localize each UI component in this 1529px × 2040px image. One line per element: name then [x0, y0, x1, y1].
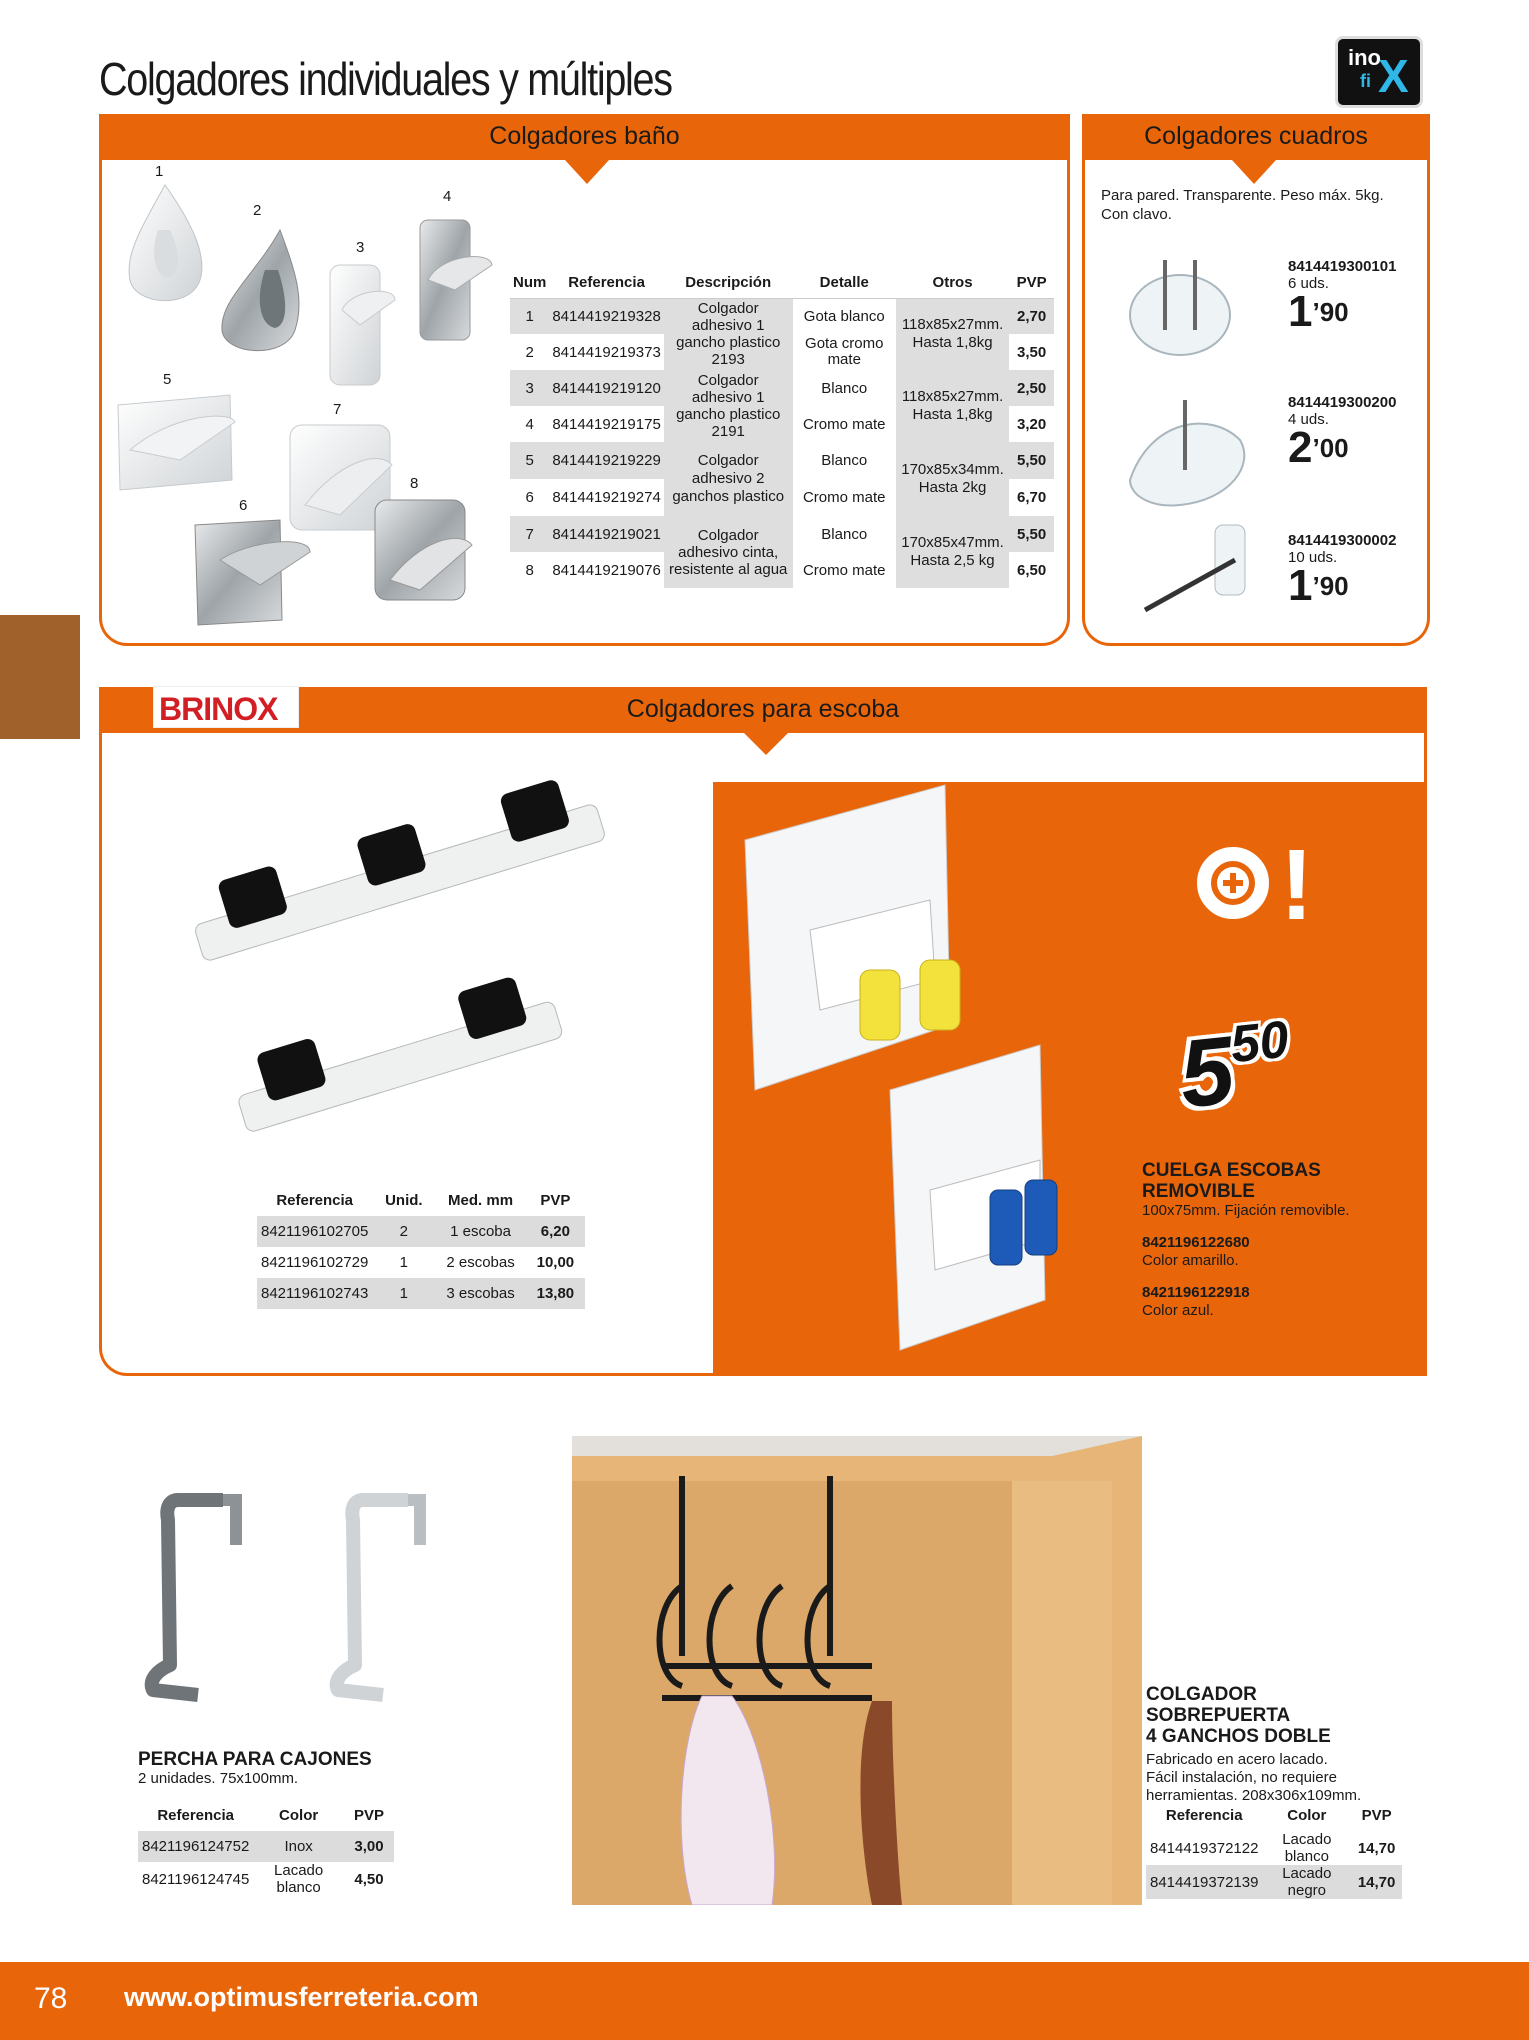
bath-image-number: 5 — [163, 371, 172, 388]
cell-description: Colgador adhesivo cinta, resistente al agua — [664, 516, 793, 588]
col-otros: Otros — [932, 274, 973, 292]
col-pvp: PVP — [1361, 1807, 1392, 1824]
table-row — [1146, 1865, 1402, 1899]
cell-color: Inox — [253, 1831, 344, 1862]
table-row — [257, 1216, 585, 1247]
col-detalle: Detalle — [819, 274, 869, 292]
bath-image-number: 2 — [253, 202, 262, 219]
col-color: Color — [1287, 1807, 1327, 1824]
table-row — [1146, 1831, 1402, 1865]
cell-pvp: 10,00 — [536, 1254, 575, 1271]
price-dec: ’90 — [1312, 297, 1349, 327]
cell-num: 5 — [510, 442, 549, 479]
cell-med: 1 escoba — [435, 1216, 525, 1247]
cell-pvp: 5,50 — [1009, 442, 1054, 479]
bath-product-table — [510, 268, 1054, 588]
col-pvp: PVP — [353, 1807, 384, 1824]
price-dec: ’00 — [1312, 433, 1349, 463]
cell-ref: 8421196124745 — [142, 1870, 250, 1888]
frames-header-title: Colgadores cuadros — [1144, 122, 1368, 150]
promo-price-dec: 50 — [1227, 1010, 1292, 1075]
door-product-table — [1146, 1800, 1402, 1899]
logo-text-ino: ino — [1348, 45, 1381, 70]
table-row — [510, 298, 1054, 334]
hook-3-white — [330, 265, 380, 385]
optimus-o-mark-icon — [1197, 847, 1269, 919]
cell-color: Lacado negro — [1262, 1865, 1351, 1899]
frame-item-price — [1288, 287, 1396, 342]
cell-pvp: 2,50 — [1009, 370, 1054, 406]
cell-description: Colgador adhesivo 1 gancho plastico 2191 — [664, 370, 793, 442]
cell-pvp: 5,50 — [1009, 516, 1054, 552]
frame-item-ref: 8414419300101 — [1288, 258, 1397, 275]
table-row — [257, 1247, 585, 1278]
cell-otros: 118x85x27mm. Hasta 1,8kg — [896, 370, 1009, 442]
cell-num: 2 — [525, 343, 534, 361]
cell-pvp: 6,20 — [526, 1216, 585, 1247]
drawer-product-table — [138, 1800, 394, 1896]
inofix-logo — [1335, 36, 1423, 108]
cell-pvp: 4,50 — [354, 1870, 384, 1888]
brinox-logo-text: BRINOX — [159, 691, 278, 727]
promo-price-int: 5 — [1174, 1016, 1239, 1129]
cell-detalle: Blanco — [821, 452, 868, 469]
promo-price — [1175, 1009, 1297, 1130]
table-row — [138, 1862, 394, 1896]
cell-unid: 1 — [399, 1254, 408, 1271]
cell-ref: 8414419372122 — [1150, 1839, 1259, 1857]
cell-ref: 8414419219120 — [549, 370, 663, 406]
cell-otros: 170x85x47mm. Hasta 2,5 kg — [896, 516, 1009, 588]
col-referencia: Referencia — [1165, 1807, 1243, 1824]
cell-num: 4 — [525, 415, 534, 433]
page-footer — [0, 1962, 1529, 2040]
col-unid: Unid. — [385, 1192, 423, 1209]
table-row — [138, 1831, 394, 1862]
door-title-line2: 4 GANCHOS DOBLE — [1146, 1726, 1331, 1747]
cell-pvp: 6,50 — [1017, 561, 1047, 579]
promo-color1: Color amarillo. — [1142, 1252, 1239, 1269]
frame-item-3 — [1288, 532, 1396, 616]
door-details — [1146, 1684, 1406, 1805]
promo-details — [1142, 1160, 1412, 1320]
cell-detalle: Gota cromo mate — [805, 335, 884, 368]
cell-pvp: 3,50 — [1017, 343, 1047, 361]
col-referencia: Referencia — [568, 274, 645, 292]
cell-pvp: 6,70 — [1017, 489, 1047, 506]
col-descripcion: Descripción — [685, 274, 772, 292]
col-referencia: Referencia — [276, 1192, 354, 1209]
cell-num: 8 — [525, 561, 534, 579]
cell-detalle: Blanco — [821, 525, 868, 543]
col-color: Color — [279, 1807, 319, 1824]
promo-desc: 100x75mm. Fijación removible. — [1142, 1202, 1350, 1219]
cell-pvp: 14,70 — [1357, 1839, 1396, 1857]
bath-image-number: 6 — [239, 497, 248, 514]
bath-image-number: 7 — [333, 401, 342, 418]
page-number: 78 — [34, 1982, 68, 2015]
cell-ref: 8421196102705 — [257, 1216, 372, 1247]
brinox-logo — [153, 686, 299, 728]
promo-title-line1: CUELGA ESCOBAS — [1142, 1160, 1321, 1181]
side-tab — [0, 615, 80, 739]
cell-unid: 2 — [372, 1216, 435, 1247]
door-desc-line2: Fácil instalación, no requiere — [1146, 1769, 1337, 1786]
cell-description: Colgador adhesivo 1 gancho plastico 2193 — [664, 298, 793, 370]
drawer-details — [138, 1749, 372, 1788]
bath-hooks-illustration — [110, 160, 510, 640]
broom-product-table — [257, 1185, 585, 1309]
door-desc-line3: herramientas. 208x306x109mm. — [1146, 1787, 1362, 1804]
cell-pvp: 13,80 — [526, 1278, 585, 1309]
drawer-hanger-illustration — [128, 1485, 428, 1715]
holder-yellow-image — [745, 785, 960, 1090]
promo-ref2: 8421196122918 — [1142, 1284, 1250, 1301]
cell-ref: 8414419219373 — [552, 343, 661, 361]
frame-item-units: 4 uds. — [1288, 411, 1329, 428]
footer-website-link[interactable]: www.optimusferreteria.com — [124, 1982, 479, 2012]
optimus-exclamation-icon: ! — [1280, 829, 1314, 941]
frame-item-units: 10 uds. — [1288, 549, 1338, 566]
frame-item-units: 6 uds. — [1288, 275, 1329, 292]
col-pvp: PVP — [540, 1192, 571, 1209]
price-int: 1 — [1288, 287, 1313, 336]
cell-ref: 8414419372139 — [1146, 1865, 1262, 1899]
cell-pvp: 2,70 — [1009, 298, 1054, 334]
cell-detalle: Cromo mate — [802, 561, 886, 579]
col-pvp: PVP — [1016, 274, 1047, 292]
cell-pvp: 14,70 — [1351, 1865, 1402, 1899]
cell-color: Lacado blanco — [274, 1862, 324, 1896]
price-dec: ’90 — [1312, 571, 1349, 601]
cell-med: 3 escobas — [435, 1278, 525, 1309]
bath-image-number: 8 — [410, 475, 419, 492]
cell-pvp: 3,00 — [344, 1831, 394, 1862]
frame-hook-1-image — [1130, 260, 1230, 355]
drawer-title: PERCHA PARA CAJONES — [138, 1749, 372, 1770]
promo-ref1: 8421196122680 — [1142, 1234, 1250, 1251]
broom-rail-2 — [227, 967, 564, 1133]
cell-description: Colgador adhesivo 2 ganchos plastico — [664, 442, 793, 516]
frames-header-bar — [1082, 114, 1430, 160]
cell-detalle: Gota blanco — [803, 307, 885, 325]
cell-num: 6 — [525, 489, 534, 506]
over-door-hanger-photo — [572, 1436, 1142, 1905]
page-title: Colgadores individuales y múltiples — [99, 53, 672, 105]
promo-color2: Color azul. — [1142, 1302, 1214, 1319]
cell-detalle: Cromo mate — [802, 415, 886, 433]
cell-detalle: Blanco — [821, 379, 868, 397]
table-row — [510, 370, 1054, 406]
cell-unid: 1 — [372, 1278, 435, 1309]
frame-item-ref: 8414419300200 — [1288, 394, 1397, 411]
cell-color: Lacado blanco — [1282, 1831, 1332, 1865]
cell-ref: 8414419219175 — [552, 415, 661, 433]
col-num: Num — [513, 274, 547, 292]
table-row — [257, 1278, 585, 1309]
cell-num: 1 — [510, 298, 549, 334]
frame-hook-2-image — [1130, 400, 1244, 505]
cell-detalle: Cromo mate — [802, 489, 886, 506]
table-row — [510, 442, 1054, 479]
drawer-hanger-inox — [152, 1500, 236, 1695]
frame-item-2 — [1288, 394, 1396, 478]
door-title-line1: COLGADOR SOBREPUERTA — [1146, 1684, 1291, 1726]
col-referencia: Referencia — [157, 1807, 235, 1824]
cell-ref: 8414419219274 — [552, 489, 661, 506]
removable-broom-holder-illustration — [740, 780, 1090, 1360]
cell-med: 2 escobas — [446, 1254, 515, 1271]
cell-ref: 8414419219229 — [549, 442, 663, 479]
cell-otros: 118x85x27mm. Hasta 1,8kg — [896, 298, 1009, 370]
cell-ref: 8421196102743 — [257, 1278, 372, 1309]
broom-rail-3 — [183, 769, 606, 962]
price-int: 2 — [1288, 423, 1313, 472]
broom-header-title: Colgadores para escoba — [626, 695, 900, 723]
bath-header-bar — [99, 114, 1070, 160]
cell-pvp: 3,20 — [1017, 415, 1047, 433]
bath-image-number: 4 — [443, 188, 452, 205]
frame-item-ref: 8414419300002 — [1288, 532, 1397, 549]
frame-item-price — [1288, 423, 1396, 478]
drawer-hanger-white — [337, 1500, 420, 1695]
logo-x-mark: X — [1378, 50, 1409, 102]
frame-hooks-illustration — [1120, 240, 1260, 630]
holder-blue-image — [890, 1045, 1057, 1350]
frames-description: Para pared. Transparente. Peso máx. 5kg. Con clavo. — [1101, 187, 1384, 223]
cell-ref: 8414419219328 — [549, 298, 663, 334]
drawer-desc: 2 unidades. 75x100mm. — [138, 1770, 299, 1787]
cell-ref: 8414419219021 — [549, 516, 663, 552]
broom-rail-illustration — [170, 750, 610, 1150]
bath-image-number: 3 — [356, 239, 365, 256]
frame-item-1 — [1288, 258, 1396, 342]
door-desc-line1: Fabricado en acero lacado. — [1146, 1751, 1328, 1768]
bath-header-title: Colgadores baño — [489, 122, 680, 150]
cell-num: 3 — [510, 370, 549, 406]
cell-ref: 8421196102729 — [261, 1254, 369, 1271]
cell-ref: 8414419219076 — [552, 561, 661, 579]
table-row — [510, 516, 1054, 552]
col-med: Med. mm — [448, 1192, 514, 1209]
frame-item-price — [1288, 561, 1396, 616]
promo-title-line2: REMOVIBLE — [1142, 1181, 1255, 1202]
cell-num: 7 — [510, 516, 549, 552]
logo-text-fi: fi — [1360, 71, 1371, 91]
cell-ref: 8421196124752 — [138, 1831, 253, 1862]
price-int: 1 — [1288, 561, 1313, 610]
cell-otros: 170x85x34mm. Hasta 2kg — [896, 442, 1009, 516]
frame-hook-3-image — [1145, 525, 1245, 610]
bath-image-number: 1 — [155, 163, 164, 180]
